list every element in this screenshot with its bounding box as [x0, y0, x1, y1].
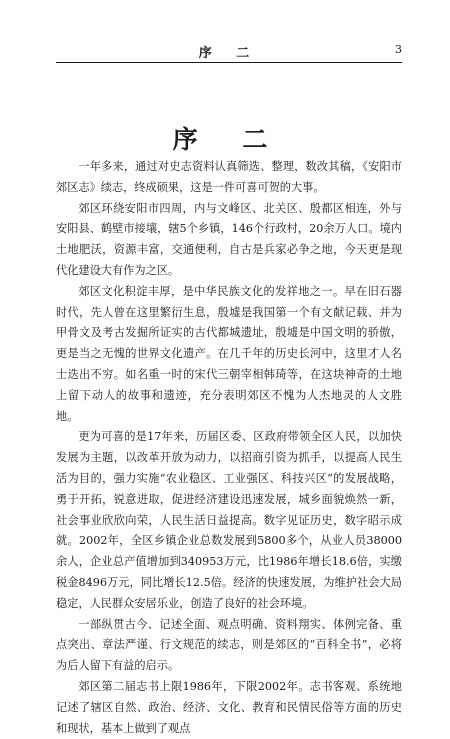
- paragraph: 更为可喜的是17年来，历届区委、区政府带领全区人民，以加快发展为主题，以改革开放为动力，以招商引资为抓手，以提高人民生活为目的，强力实施“农业稳区、工业强区、科技兴区”的发展战略，勇于开拓，锐意进取，促进经济建设迅速发展，城乡面貌焕然一新，社会事业欣欣向荣，人民生活日益提高。数字见证历史，数字昭示成就。2002年，全区乡镇企业总数发展到5800多个，从业人员38000余人，企业总产值增加到340953万元，比1986年增长18.6倍，实缴税金8496万元，同比增长12.5倍。经济的快速发展，为维护社会大局稳定，人民群众安居乐业，创造了良好的社会环境。: [56, 430, 402, 610]
- paragraph: 郊区第二届志书上限1986年，下限2002年。志书客观、系统地记述了辖区自然、政治、经济、文化、教育和民情民俗等方面的历史和现状，基本上做到了观点: [56, 679, 402, 735]
- paragraph: 一年多来，通过对史志资料认真筛选、整理，数改其稿，《安阳市郊区志》续志，终成硕果，这是一件可喜可贺的大事。: [56, 160, 402, 194]
- paragraph: 一部纵贯古今、记述全面、观点明确、资料翔实、体例完备、重点突出、章法严谨、行文规范的续志，则是郊区的“百科全书”，必将为后人留下有益的启示。: [56, 617, 402, 673]
- page-number: 3: [395, 43, 402, 56]
- paragraph: 郊区文化积淀丰厚，是中华民族文化的发祥地之一。早在旧石器时代，先人曾在这里繁衍生息，殷墟是我国第一个有文献记载、并为甲骨文及考古发掘所证实的古代都城遗址，殷墟是中国文明的骄傲，更是当之无愧的世界文化遗产。在几千年的历史长河中，这里才人名士迭出不穷。如名重一时的宋代三朝宰相韩琦等，在这块神奇的土地上留下动人的故事和遗迹，充分表明郊区不愧为人杰地灵的人文胜地。: [56, 284, 402, 423]
- section-title: 序 二: [172, 125, 286, 154]
- running-header: [56, 40, 402, 63]
- header-title: 序 二: [198, 46, 260, 61]
- body-text: [56, 157, 402, 735]
- paragraph: 郊区环绕安阳市四周，内与文峰区、北关区、殷都区相连，外与安阳县、鹤壁市接壤，辖5个乡镇，146个行政村，20余万人口。境内土地肥沃，资源丰富，交通便利，自古是兵家必争之地，今天更是现代化建设大有作为之区。: [56, 201, 402, 277]
